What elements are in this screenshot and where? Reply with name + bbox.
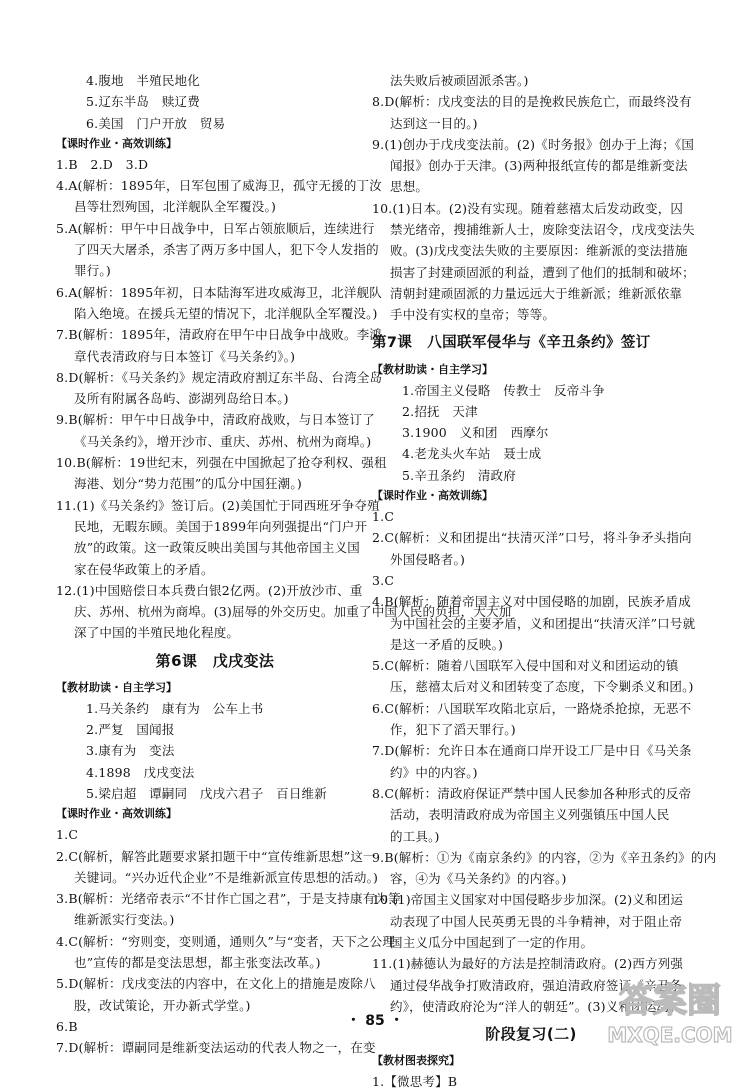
text-line: 作，犯下了滔天罪行。) <box>390 722 516 738</box>
text-line: 3.康有为 变法 <box>86 743 175 759</box>
text-line: 7.D(解析：谭嗣同是维新变法运动的代表人物之一，在变 <box>56 1040 376 1056</box>
text-line: 8.C(解析：清政府保证严禁中国人民参加各种形式的反帝 <box>372 785 692 801</box>
text-line: 7.B(解析：1895年，清政府在甲午中日战争中战败。李鸿 <box>56 327 383 343</box>
text-line: 5.A(解析：甲午中日战争中，日军占领旅顺后，连续进行 <box>56 220 375 236</box>
text-line: 动表现了中国人民英勇无畏的斗争精神，对于阻止帝 <box>390 913 683 929</box>
text-line: 1.C <box>56 827 79 843</box>
text-line: 外国侵略者。) <box>390 551 466 567</box>
text-line: 关键词。“兴办近代企业”不是维新派宣传思想的活动。) <box>74 869 379 885</box>
text-line: 及所有附属各岛屿、澎湖列岛给日本。) <box>74 391 289 407</box>
text-line: 10.(1)帝国主义国家对中国侵略步步加深。(2)义和团运 <box>372 892 684 908</box>
text-line: 闻报》创办于天津。(3)两种报纸宣传的都是维新变法 <box>390 158 688 174</box>
text-line: 的工具。) <box>390 828 440 844</box>
text-line: 放”的政策。这一政策反映出美国与其他帝国主义国 <box>74 540 360 556</box>
text-line: 2.招抚 天津 <box>402 403 478 419</box>
text-line: 1.B 2.D 3.D <box>56 156 149 172</box>
text-line: 手中没有实权的皇帝；等等。 <box>390 307 556 323</box>
text-line: 为中国社会的主要矛盾，义和团提出“扶清灭洋”口号就 <box>390 615 696 631</box>
text-line: 庆、苏州、杭州为商埠。(3)屈辱的外交历史。加重了中国人民的负担，大大加 <box>74 604 512 620</box>
text-line: 禁光绪帝，搜捕维新人士，废除变法诏令，戊戌变法失 <box>390 222 695 238</box>
text-line: 清朝封建顽固派的力量远远大于维新派；维新派依靠 <box>390 285 683 301</box>
text-line: 6.C(解析：八国联军攻陷北京后，一路烧杀抢掠，无恶不 <box>372 700 692 716</box>
section-heading: 【课时作业・高效训练】 <box>56 807 177 821</box>
text-line: 4.B(解析：随着帝国主义对中国侵略的加剧，民族矛盾成 <box>372 594 691 610</box>
watermark-text-url: MXQE.COM <box>607 1023 733 1047</box>
text-line: 章代表清政府与日本签订《马关条约》。) <box>74 348 296 364</box>
text-line: 9.(1)创办于戊戌变法前。(2)《时务报》创办于上海；《国 <box>372 136 695 152</box>
text-line: 5.C(解析：随着八国联军入侵中国和对义和团运动的镇 <box>372 658 679 674</box>
text-line: 法失败后被顽固派杀害。) <box>390 73 529 88</box>
text-line: 约》，使清政府沦为“洋人的朝廷”。(3)义和团运动。 <box>390 998 682 1014</box>
text-line: 民地，无暇东顾。美国于1899年向列强提出“门户开 <box>74 518 368 534</box>
text-line: 损害了封建顽固派的利益，遭到了他们的抵制和破坏； <box>390 264 695 280</box>
text-line: 败。(3)戊戌变法失败的主要原因：维新派的变法措施 <box>390 243 688 259</box>
text-line: 也”宣传的都是变法思想，都主张变法改革。) <box>74 954 321 970</box>
text-line: 8.D(解析：《马关条约》规定清政府割辽东半岛、台湾全岛 <box>56 369 383 385</box>
text-line: 1.【微思考】B <box>372 1074 458 1090</box>
text-line: 5.D(解析：戊戌变法的内容中，在文化上的措施是废除八 <box>56 976 376 992</box>
text-line: 10.B(解析：19世纪末，列强在中国掀起了抢夺利权、强租 <box>56 455 387 471</box>
text-line: 4.腹地 半殖民地化 <box>86 73 200 88</box>
text-line: 3.1900 义和团 西摩尔 <box>402 425 549 441</box>
text-line: 1.帝国主义侵略 传教士 反帝斗争 <box>402 382 605 398</box>
text-line: 6.B <box>56 1018 78 1034</box>
text-line: 压，慈禧太后对义和团转变了态度，下令剿杀义和团。) <box>390 679 694 695</box>
text-line: 5.辽东半岛 赎辽费 <box>86 94 200 110</box>
text-line: 《马关条约》，增开沙市、重庆、苏州、杭州为商埠。) <box>74 433 372 449</box>
text-line: 1.C <box>372 509 395 525</box>
lesson-title: 第7课 八国联军侵华与《辛丑条约》签订 <box>372 334 651 351</box>
text-line: 3.B(解析：光绪帝表示“不甘作亡国之君”，于是支持康有为等 <box>56 891 401 907</box>
text-line: 3.C <box>372 572 395 588</box>
lesson-title: 第6课 戊戌变法 <box>155 651 275 670</box>
section-heading: 【教材助读・自主学习】 <box>372 362 493 376</box>
text-line: 罪行。) <box>74 263 111 279</box>
watermark-text-cn: 答案圈 <box>619 981 721 1021</box>
text-line: 思想。 <box>390 179 429 195</box>
text-line: 6.A(解析：1895年初，日本陆海军进攻威海卫，北洋舰队 <box>56 284 382 300</box>
text-line: 5.辛丑条约 清政府 <box>402 467 516 483</box>
text-line: 家在侵华政策上的矛盾。 <box>74 561 214 577</box>
text-line: 11.(1)《马关条约》签订后。(2)美国忙于同西班牙争夺殖 <box>56 497 380 513</box>
text-line: 7.D(解析：允许日本在通商口岸开设工厂是中日《马关条 <box>372 743 692 759</box>
page-number: ・ 85 ・ <box>346 1013 404 1029</box>
text-line: 10.(1)日本。(2)没有实现。随着慈禧太后发动政变，囚 <box>372 200 684 216</box>
text-line: 国主义瓜分中国起到了一定的作用。 <box>390 934 594 950</box>
text-line: 9.B(解析：①为《南京条约》的内容，②为《辛丑条约》的内 <box>372 849 717 865</box>
lesson-title: 阶段复习(二) <box>485 1025 577 1044</box>
text-line: 了四天大屠杀，杀害了两万多中国人，犯下令人发指的 <box>74 242 379 258</box>
text-line: 4.老龙头火车站 聂士成 <box>402 446 542 462</box>
section-heading: 【教材图表探究】 <box>372 1054 460 1068</box>
text-line: 2.C(解析，解答此题要求紧扣题干中“宣传维新思想”这一 <box>56 848 376 864</box>
text-line: 4.C(解析：“穷则变，变则通，通则久”与“变者，天下之公理 <box>56 933 396 949</box>
text-line: 活动，表明清政府成为帝国主义列强镇压中国人民 <box>390 807 670 823</box>
text-line: 陷入绝境。在援兵无望的情况下，北洋舰队全军覆没。) <box>74 305 378 321</box>
text-line: 容，④为《马关条约》的内容。) <box>390 871 567 887</box>
text-line: 达到这一目的。) <box>390 115 478 131</box>
text-line: 1.马关条约 康有为 公车上书 <box>86 700 264 716</box>
right-column <box>372 70 717 1092</box>
text-line: 5.梁启超 谭嗣同 戊戌六君子 百日维新 <box>86 785 327 801</box>
text-line: 昌等壮烈殉国，北洋舰队全军覆没。) <box>74 199 277 215</box>
text-line: 通过侵华战争打败清政府，强迫清政府签订《辛丑条 <box>390 977 683 993</box>
text-line: 维新派实行变法。) <box>74 912 175 928</box>
text-line: 9.B(解析：甲午中日战争中，清政府战败，与日本签订了 <box>56 412 375 428</box>
text-line: 12.(1)中国赔偿日本兵费白银2亿两。(2)开放沙市、重 <box>56 582 363 598</box>
section-heading: 【课时作业・高效训练】 <box>372 489 493 503</box>
text-line: 2.严复 国闻报 <box>86 722 175 738</box>
section-heading: 【课时作业・高效训练】 <box>56 136 177 150</box>
text-line: 股，改试策论，开办新式学堂。) <box>74 997 251 1013</box>
text-line: 4.1898 戊戌变法 <box>86 764 195 780</box>
text-line: 11.(1)赫德认为最好的方法是控制清政府。(2)西方列强 <box>372 956 684 972</box>
text-line: 6.美国 门户开放 贸易 <box>86 115 226 131</box>
text-line: 8.D(解析：戊戌变法的目的是挽救民族危亡，而最终没有 <box>372 94 692 110</box>
text-line: 是这一矛盾的反映。) <box>390 636 504 652</box>
text-line: 2.C(解析：义和团提出“扶清灭洋”口号，将斗争矛头指向 <box>372 530 692 546</box>
text-line: 约》中的内容。) <box>390 764 478 780</box>
text-line: 4.A(解析：1895年，日军包围了威海卫，孤守无援的丁汝 <box>56 178 382 194</box>
text-line: 海港、划分“势力范围”的瓜分中国狂潮。) <box>74 476 302 492</box>
section-heading: 【教材助读・自主学习】 <box>56 680 177 694</box>
watermark-logo <box>604 970 736 1050</box>
text-line: 深了中国的半殖民地化程度。 <box>74 625 240 641</box>
